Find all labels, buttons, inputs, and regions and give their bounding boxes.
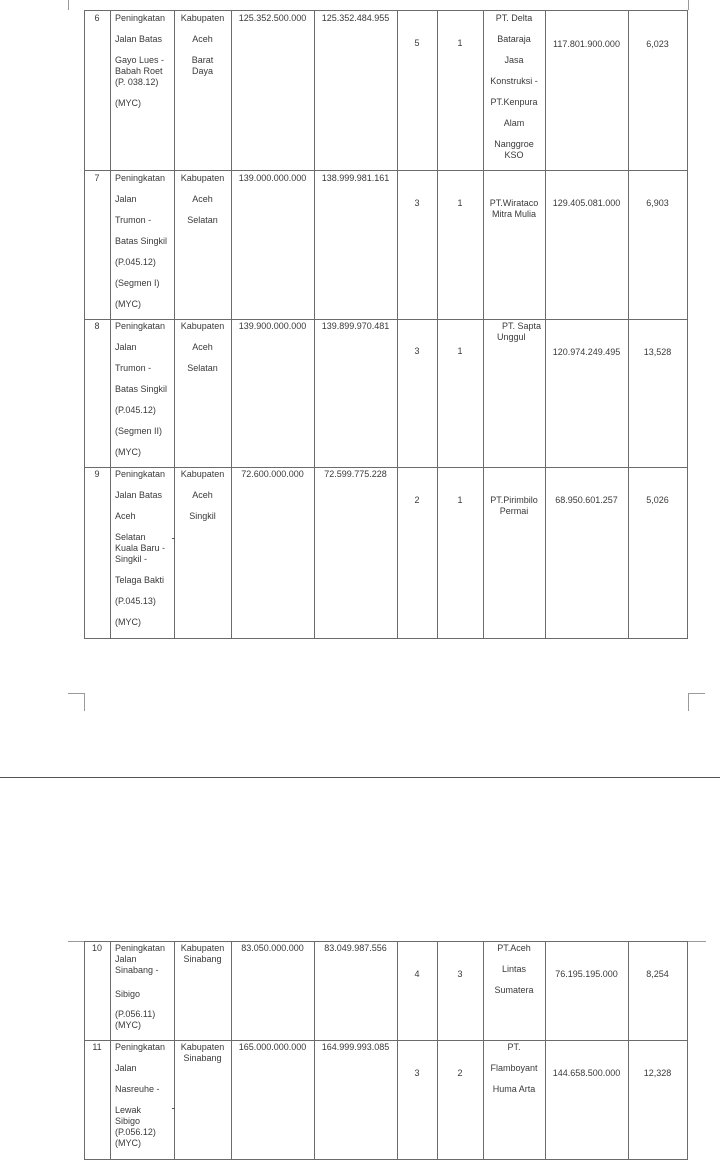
- winner-line: PT. Sapta: [502, 321, 542, 331]
- row-number: 6: [94, 13, 100, 23]
- contract-value: 76.195.195.000: [555, 969, 618, 979]
- winner-line: PT.Aceh: [497, 943, 531, 953]
- hps-value: 164.999.993.085: [321, 1042, 390, 1052]
- dash-mark: [172, 538, 175, 539]
- qualified-count: 1: [457, 38, 463, 48]
- location-line: Selatan: [187, 363, 218, 373]
- location-line: Singkil: [189, 511, 216, 521]
- winner-line: PT. Delta: [495, 13, 533, 23]
- activity-cell: [115, 13, 173, 109]
- crop-mark: [84, 693, 85, 711]
- location-line: Kabupaten: [180, 321, 225, 331]
- bidder-count: 5: [414, 38, 420, 48]
- activity-cell: [115, 321, 173, 458]
- activity-line: Jalan: [115, 194, 137, 204]
- winner-cell: [483, 943, 545, 996]
- winner-line: Permai: [499, 506, 529, 516]
- percentage-value: 12,328: [643, 1068, 672, 1078]
- location-line: Kabupaten: [180, 173, 225, 183]
- location-line: Aceh: [192, 194, 213, 204]
- activity-line: Aceh: [115, 511, 136, 521]
- activity-line: (MYC): [115, 617, 141, 627]
- activity-line: Singkil -: [115, 554, 148, 564]
- qualified-count: 2: [457, 1068, 463, 1078]
- qualified-count: 1: [457, 198, 463, 208]
- activity-line: Peningkatan: [115, 321, 166, 331]
- column-border: [110, 10, 111, 639]
- budget-value: 139.900.000.000: [238, 321, 307, 331]
- activity-line: Gayo Lues -: [115, 55, 165, 65]
- winner-line: Flamboyant: [490, 1063, 538, 1073]
- crop-mark: [688, 0, 689, 10]
- bidder-count: 4: [414, 969, 420, 979]
- dash-mark: [172, 1108, 175, 1109]
- contract-value: 129.405.081.000: [552, 198, 621, 208]
- location-cell: [174, 469, 231, 522]
- winner-cell: [497, 321, 547, 343]
- activity-line: (P.045.13): [115, 596, 156, 606]
- winner-line: PT.Wirataco: [489, 198, 539, 208]
- hps-value: 138.999.981.161: [321, 173, 390, 183]
- activity-line: Babah Roet: [115, 66, 163, 76]
- qualified-count: 3: [457, 969, 463, 979]
- activity-line: Selatan: [115, 532, 146, 542]
- location-line: Kabupaten: [180, 943, 225, 953]
- row-number: 10: [91, 943, 102, 953]
- winner-cell: [483, 495, 545, 517]
- winner-line: Konstruksi -: [490, 76, 538, 86]
- percentage-value: 8,254: [646, 969, 669, 979]
- activity-line: Trumon -: [115, 215, 152, 225]
- activity-line: Telaga Bakti: [115, 575, 165, 585]
- winner-line: Nanggroe: [494, 139, 534, 149]
- budget-value: 125.352.500.000: [238, 13, 307, 23]
- winner-cell: [483, 198, 545, 220]
- column-border: [687, 941, 688, 1160]
- location-line: Aceh: [192, 490, 213, 500]
- activity-line: (P.045.12): [115, 405, 156, 415]
- activity-line: (MYC): [115, 1138, 141, 1148]
- location-line: Kabupaten: [180, 469, 225, 479]
- winner-line: Lintas: [501, 964, 527, 974]
- winner-line: PT.Pirimbilo: [490, 495, 538, 505]
- activity-line: Kuala Baru -: [115, 543, 166, 553]
- bidder-count: 3: [414, 346, 420, 356]
- activity-line: Jalan: [115, 1063, 137, 1073]
- activity-line: Batas Singkil: [115, 384, 168, 394]
- activity-line: (P. 038.12): [115, 77, 159, 87]
- winner-cell: [483, 1042, 545, 1095]
- activity-line: Jalan: [115, 342, 137, 352]
- activity-line: Jalan: [115, 954, 137, 964]
- hps-value: 139.899.970.481: [321, 321, 390, 331]
- winner-line: Jasa: [504, 55, 524, 65]
- activity-line: (Segmen II): [115, 426, 163, 436]
- bidder-count: 2: [414, 495, 420, 505]
- hps-value: 72.599.775.228: [324, 469, 387, 479]
- activity-line: Sibigo: [115, 1116, 141, 1126]
- percentage-value: 13,528: [643, 347, 672, 357]
- activity-line: Lewak: [115, 1105, 142, 1115]
- crop-mark: [68, 0, 69, 10]
- location-line: Aceh: [192, 34, 213, 44]
- winner-line: Unggul: [497, 332, 526, 342]
- winner-line: Bataraja: [497, 34, 531, 44]
- location-cell: [174, 173, 231, 226]
- winner-line: Huma Arta: [492, 1084, 536, 1094]
- activity-cell: [115, 173, 173, 310]
- bidder-count: 3: [414, 1068, 420, 1078]
- winner-line: Alam: [503, 118, 525, 128]
- budget-value: 139.000.000.000: [238, 173, 307, 183]
- column-border: [628, 10, 629, 639]
- activity-cell: [115, 943, 173, 1031]
- winner-line: KSO: [504, 150, 524, 160]
- location-line: Kabupaten: [180, 13, 225, 23]
- location-line: Barat: [191, 55, 214, 65]
- activity-line: (P.056.12): [115, 1127, 156, 1137]
- percentage-value: 5,026: [646, 495, 669, 505]
- activity-line: Peningkatan: [115, 1042, 166, 1052]
- activity-cell: [115, 1042, 173, 1149]
- column-border: [437, 10, 438, 639]
- activity-line: Peningkatan: [115, 173, 166, 183]
- qualified-count: 1: [457, 346, 463, 356]
- location-line: Kabupaten: [180, 1042, 225, 1052]
- activity-line: (Segmen I): [115, 278, 160, 288]
- winner-line: Mitra Mulia: [491, 209, 536, 219]
- winner-line: Sumatera: [494, 985, 534, 995]
- contract-value: 68.950.601.257: [555, 495, 618, 505]
- location-line: Aceh: [192, 342, 213, 352]
- activity-line: Trumon -: [115, 363, 152, 373]
- activity-line: Batas Singkil: [115, 236, 168, 246]
- budget-value: 165.000.000.000: [238, 1042, 307, 1052]
- contract-value: 120.974.249.495: [552, 347, 621, 357]
- activity-line: Peningkatan: [115, 469, 166, 479]
- column-border: [687, 10, 688, 639]
- activity-cell: [115, 469, 173, 628]
- contract-value: 117.801.900.000: [553, 39, 620, 49]
- percentage-value: 6,023: [646, 39, 669, 49]
- activity-line: (MYC): [115, 299, 141, 309]
- row-number: 11: [92, 1042, 102, 1052]
- crop-mark: [688, 693, 689, 711]
- activity-line: Jalan Batas: [115, 34, 163, 44]
- activity-line: Nasreuhe -: [115, 1084, 160, 1094]
- winner-cell: [483, 13, 545, 161]
- activity-line: Jalan Batas: [115, 490, 163, 500]
- winner-line: PT.Kenpura: [490, 97, 538, 107]
- crop-mark: [688, 693, 705, 694]
- activity-line: (P.045.12): [115, 257, 156, 267]
- activity-line: (P.056.11): [115, 1009, 156, 1019]
- activity-line: Sinabang -: [115, 965, 159, 975]
- crop-mark: [68, 941, 84, 942]
- contract-value: 144.658.500.000: [552, 1068, 621, 1078]
- hps-value: 125.352.484.955: [321, 13, 390, 23]
- winner-line: PT.: [507, 1042, 521, 1052]
- activity-line: (MYC): [115, 98, 141, 108]
- budget-value: 83.050.000.000: [241, 943, 304, 953]
- activity-line: (MYC): [115, 447, 141, 457]
- row-number: 8: [94, 321, 100, 331]
- hps-value: 83.049.987.556: [324, 943, 387, 953]
- location-cell: [174, 943, 231, 965]
- activity-line: Peningkatan: [115, 943, 166, 953]
- location-line: Sinabang: [183, 1053, 222, 1063]
- crop-mark: [688, 941, 706, 942]
- percentage-value: 6,903: [646, 198, 669, 208]
- page-separator: [0, 777, 720, 778]
- activity-line: Sibigo: [115, 989, 141, 999]
- location-cell: [174, 1042, 231, 1064]
- location-line: Sinabang: [183, 954, 222, 964]
- location-line: Daya: [191, 66, 213, 76]
- column-border: [110, 941, 111, 1160]
- budget-value: 72.600.000.000: [241, 469, 304, 479]
- row-number: 7: [94, 173, 100, 183]
- crop-mark: [68, 693, 84, 694]
- location-cell: [174, 13, 231, 77]
- qualified-count: 1: [457, 495, 463, 505]
- activity-line: Peningkatan: [115, 13, 166, 23]
- column-border: [397, 10, 398, 639]
- location-line: Selatan: [187, 215, 218, 225]
- row-number: 9: [94, 469, 100, 479]
- location-cell: [174, 321, 231, 374]
- activity-line: (MYC): [115, 1020, 141, 1030]
- bidder-count: 3: [414, 198, 420, 208]
